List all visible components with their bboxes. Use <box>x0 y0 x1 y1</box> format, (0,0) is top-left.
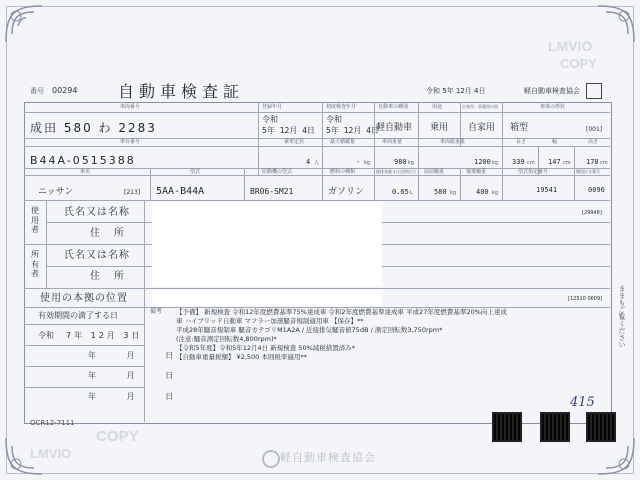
handwritten-note: 415 <box>570 395 595 410</box>
capacity-unit: 人 <box>314 160 320 166</box>
redacted-owner-info <box>152 202 382 286</box>
base-location-label: 使用の本拠の位置 <box>40 293 128 304</box>
base-code: [12510 0609] <box>568 296 603 302</box>
vehicle-type-label: 自動車の種別 <box>378 104 409 110</box>
first-inspect-era: 令和 <box>326 115 342 124</box>
capacity-value: 4 <box>306 158 311 166</box>
disp-label: 総排気量又は定格出力 <box>376 169 416 174</box>
gross-value: 1200 <box>474 158 491 166</box>
gross-label: 車両総重量 <box>440 139 466 145</box>
remarks-label: 備考 <box>150 308 163 315</box>
spec-no-label: 型式指定番号 <box>518 169 549 175</box>
form-code: OCR12-7111 <box>30 419 75 427</box>
expiry-blank-1: 年 月 日 <box>88 351 188 360</box>
front-axle-label: 前前軸重 <box>424 169 445 175</box>
issuer-name: 軽自動車検査協会 <box>524 87 580 95</box>
expiry-date: 7年 12月 3日 <box>66 331 143 340</box>
remarks-line: 【予備】 新規検査 令和12年度燃費基準75%達成車 令和2年度燃費基準達成車 平成27年度燃費基準20%向上達成 <box>176 308 507 316</box>
reg-date-label: 登録年月 <box>262 104 283 110</box>
width-unit: cm <box>563 160 571 166</box>
remarks-line: 車 ハイブリッド自動車 マフラー加速騒音規制適用車 【保存】** <box>176 317 364 325</box>
max-load-value: - <box>356 158 361 166</box>
number-label: 番号 <box>30 87 44 95</box>
owner-name-label: 氏名又は名称 <box>64 207 130 218</box>
fuel-label: 燃料の種類 <box>330 169 356 175</box>
vehicle-use: 乗用 <box>430 123 449 133</box>
emblem-icon <box>262 450 280 468</box>
first-inspect-label: 初度検査年月 <box>326 104 357 110</box>
official-seal-box <box>586 83 602 99</box>
private-label: 自家用・事業用の別 <box>462 104 498 109</box>
plate-label: 車両番号 <box>120 104 141 110</box>
expiry-blank-2: 年 月 日 <box>88 371 188 380</box>
model-label: 型式 <box>190 169 201 175</box>
qr-code-icon <box>492 412 522 442</box>
vehicle-make: ニッサン <box>38 187 74 197</box>
number-value: 00294 <box>52 86 78 95</box>
displacement-unit: L <box>410 190 413 196</box>
spec-number: 19541 <box>536 186 558 194</box>
front-axle-unit: kg <box>450 190 457 196</box>
plate-number: 成田 580 わ 2283 <box>30 121 157 135</box>
make-code: [213] <box>124 189 141 196</box>
width-value: 147 <box>548 158 561 166</box>
vehicle-model: 5AA-B44A <box>156 186 205 197</box>
chassis-number: B44A-0515388 <box>30 154 136 167</box>
engine-label: 原動機の型式 <box>262 169 293 175</box>
watermark-brand: LMVIO <box>30 446 72 461</box>
class-no-label: 類別区分番号 <box>576 169 600 174</box>
holder-address-label: 住所 <box>90 271 138 282</box>
height-value: 178 <box>586 158 599 166</box>
holder-name-label: 氏名又は名称 <box>64 250 130 261</box>
owner-group-label: 使用者 <box>31 206 39 235</box>
corner-ornament-icon <box>596 436 636 476</box>
footer-organization: 軽自動車検査協会 <box>280 451 376 464</box>
gross-unit: kg <box>492 160 499 166</box>
body-code: [001] <box>586 126 603 133</box>
vehicle-type: 軽自動車 <box>376 123 413 133</box>
remarks-line: 平成28年騒音規制車 騒音カテゴリM1A2A / 近接排気騒音値75dB / 測定回転数3,750rpm* <box>176 326 443 334</box>
width-label: 幅 <box>552 139 558 145</box>
issue-date: 令和 5年 12月 4日 <box>426 87 486 95</box>
length-unit: cm <box>527 160 535 166</box>
length-value: 339 <box>512 158 525 166</box>
weight-unit: kg <box>408 160 415 166</box>
weight-label: 車両重量 <box>382 139 403 145</box>
qr-code-icon <box>540 412 570 442</box>
front-axle-weight: 580 <box>434 188 447 196</box>
height-unit: cm <box>600 160 608 166</box>
first-reg-era: 令和 <box>262 115 278 124</box>
corner-ornament-icon <box>4 4 44 44</box>
max-load-label: 最大積載量 <box>330 139 356 145</box>
side-note: ままもご覧ください <box>618 285 626 348</box>
remarks-line: 【自動車重量税額】 ¥2,500 本則税率適用** <box>176 353 307 361</box>
remarks-line: (注意:騒音測定回転数4,800rpm)* <box>176 335 277 343</box>
body-shape: 箱型 <box>510 123 529 133</box>
rear-axle-label: 後後軸重 <box>466 169 487 175</box>
weight-value: 980 <box>394 158 407 166</box>
watermark-copy: COPY <box>560 56 597 71</box>
make-label: 車名 <box>80 169 91 175</box>
max-load-unit: kg <box>364 160 371 166</box>
length-label: 長さ <box>516 139 527 145</box>
watermark-brand: LMVIO <box>548 38 593 54</box>
remarks-line: 【令和5年度】令和5年12月4日 新規検査 50%減税措置済み* <box>176 344 356 352</box>
capacity-label: 乗車定員 <box>284 139 305 145</box>
expiry-era: 令和 <box>38 331 54 340</box>
class-number: 0096 <box>588 186 605 194</box>
first-reg-date: 5年 12月 4日 <box>262 126 315 135</box>
height-label: 高さ <box>588 139 599 145</box>
first-inspect-date: 5年 12月 4日 <box>326 126 379 135</box>
rear-axle-weight: 400 <box>476 188 489 196</box>
use-label: 用途 <box>432 104 443 110</box>
chassis-label: 車台番号 <box>120 139 141 145</box>
owner-address-label: 住所 <box>90 228 138 239</box>
expiry-label: 有効期間の満了する日 <box>38 311 118 320</box>
expiry-blank-3: 年 月 日 <box>88 392 188 401</box>
holder-group-label: 所有者 <box>31 250 39 279</box>
owner-code: [29948] <box>582 210 602 216</box>
body-label: 車体の形状 <box>540 104 566 110</box>
engine-model: BR06-SM21 <box>250 187 294 196</box>
private-business: 自家用 <box>468 123 496 133</box>
redacted-base-location <box>152 290 382 306</box>
corner-ornament-icon <box>596 4 636 44</box>
rear-axle-unit: kg <box>492 190 499 196</box>
fuel-type: ガソリン <box>328 187 365 197</box>
page-title: 自動車検査証 <box>118 82 245 101</box>
watermark-copy: COPY <box>96 428 139 445</box>
displacement: 0.65 <box>392 188 409 196</box>
qr-code-icon <box>586 412 616 442</box>
